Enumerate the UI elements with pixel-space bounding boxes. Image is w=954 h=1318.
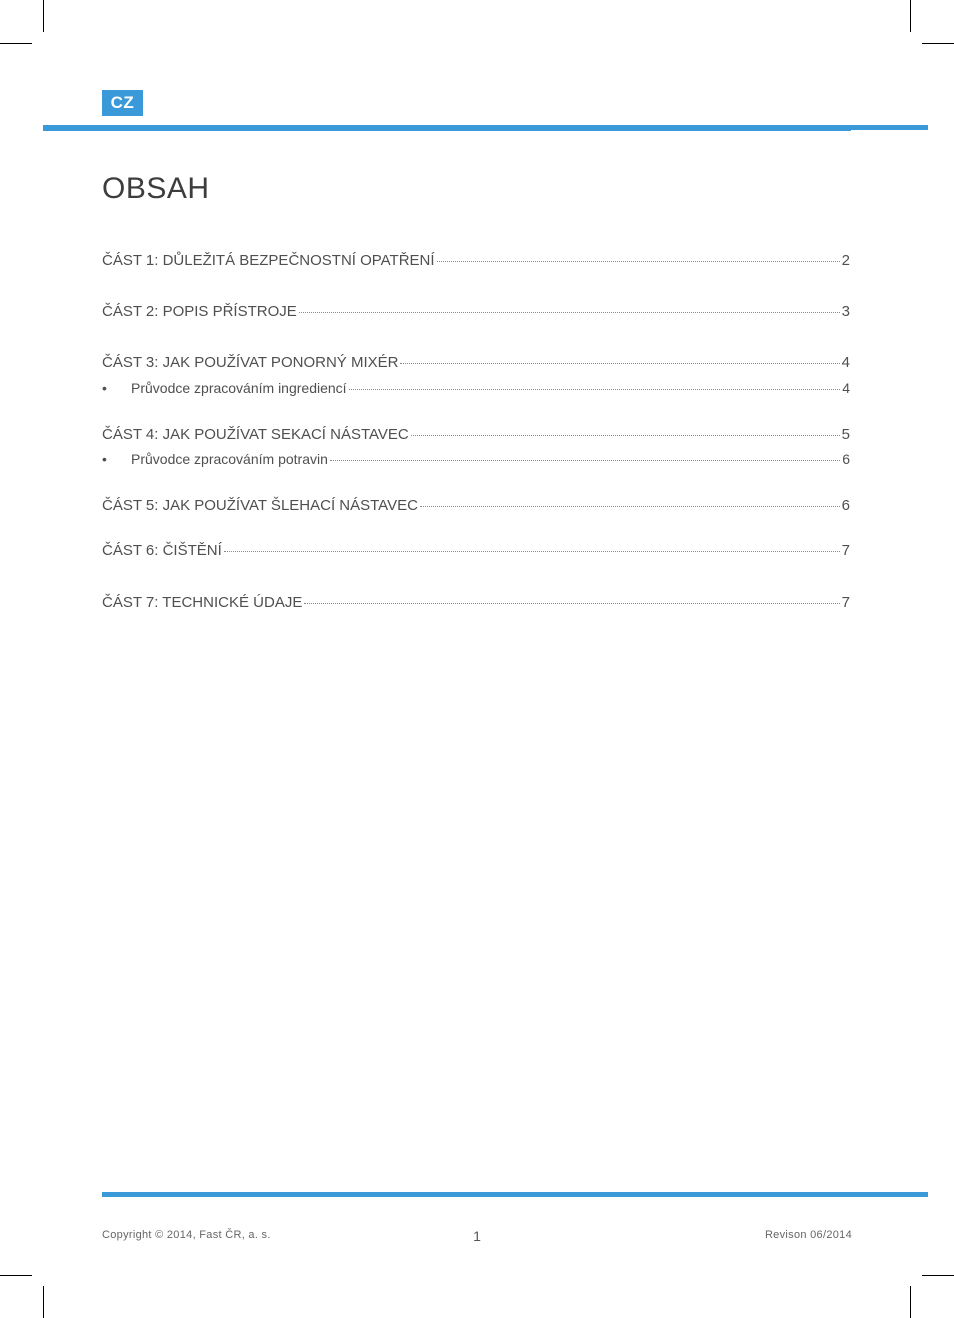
toc-entry[interactable] bbox=[102, 303, 850, 320]
toc-leader bbox=[224, 551, 840, 552]
toc-subentry[interactable] bbox=[102, 451, 850, 467]
toc-entry-page: 5 bbox=[841, 426, 850, 443]
toc-leader bbox=[304, 603, 839, 604]
toc-leader bbox=[349, 389, 841, 390]
footer-copyright: Copyright © 2014, Fast ČR, a. s. bbox=[102, 1229, 271, 1241]
toc-entry-label: Průvodce zpracováním ingrediencí bbox=[131, 380, 347, 396]
toc-entry[interactable] bbox=[102, 542, 850, 559]
toc-entry-label: ČÁST 1: DŮLEŽITÁ BEZPEČNOSTNÍ OPATŘENÍ bbox=[102, 252, 435, 269]
toc-entry-label: ČÁST 2: POPIS PŘÍSTROJE bbox=[102, 303, 297, 320]
crop-mark bbox=[910, 1286, 911, 1318]
toc-entry-page: 6 bbox=[842, 451, 850, 467]
toc-entry-page: 4 bbox=[842, 380, 850, 396]
toc-leader bbox=[437, 261, 840, 262]
header-rule bbox=[43, 125, 928, 131]
toc-leader bbox=[299, 312, 840, 313]
footer-page-number: 1 bbox=[473, 1228, 481, 1244]
toc-entry[interactable] bbox=[102, 354, 850, 371]
toc-entry[interactable] bbox=[102, 252, 850, 269]
toc-entry-page: 3 bbox=[841, 303, 850, 320]
crop-mark bbox=[0, 1275, 32, 1276]
header-rule-notch bbox=[851, 130, 928, 131]
toc-entry-label: ČÁST 3: JAK POUŽÍVAT PONORNÝ MIXÉR bbox=[102, 354, 399, 371]
bullet-icon: • bbox=[102, 451, 107, 467]
bullet-icon: • bbox=[102, 380, 107, 396]
footer-rule bbox=[102, 1192, 928, 1197]
toc-subentry[interactable] bbox=[102, 380, 850, 396]
toc-entry-page: 7 bbox=[841, 594, 850, 611]
toc-entry-label: ČÁST 5: JAK POUŽÍVAT ŠLEHACÍ NÁSTAVEC bbox=[102, 497, 418, 514]
toc-entry[interactable] bbox=[102, 594, 850, 611]
toc-entry-label: ČÁST 6: ČIŠTĚNÍ bbox=[102, 542, 222, 559]
page-title: OBSAH bbox=[102, 172, 210, 205]
toc-entry-page: 6 bbox=[841, 497, 850, 514]
toc-leader bbox=[330, 460, 840, 461]
crop-mark bbox=[910, 0, 911, 32]
language-badge: CZ bbox=[102, 90, 143, 116]
toc-leader bbox=[400, 363, 839, 364]
toc-entry[interactable] bbox=[102, 426, 850, 443]
toc-entry-page: 2 bbox=[841, 252, 850, 269]
crop-mark bbox=[922, 43, 954, 44]
toc-leader bbox=[420, 506, 840, 507]
toc-entry[interactable] bbox=[102, 497, 850, 514]
toc-entry-page: 4 bbox=[841, 354, 850, 371]
toc-leader bbox=[411, 435, 840, 436]
toc-entry-label: ČÁST 4: JAK POUŽÍVAT SEKACÍ NÁSTAVEC bbox=[102, 426, 409, 443]
toc-entry-label: Průvodce zpracováním potravin bbox=[131, 451, 328, 467]
crop-mark bbox=[43, 0, 44, 32]
toc-entry-label: ČÁST 7: TECHNICKÉ ÚDAJE bbox=[102, 594, 303, 611]
crop-mark bbox=[0, 43, 32, 44]
toc-entry-page: 7 bbox=[841, 542, 850, 559]
crop-mark bbox=[43, 1286, 44, 1318]
footer-revision: Revison 06/2014 bbox=[764, 1229, 852, 1241]
crop-mark bbox=[922, 1275, 954, 1276]
